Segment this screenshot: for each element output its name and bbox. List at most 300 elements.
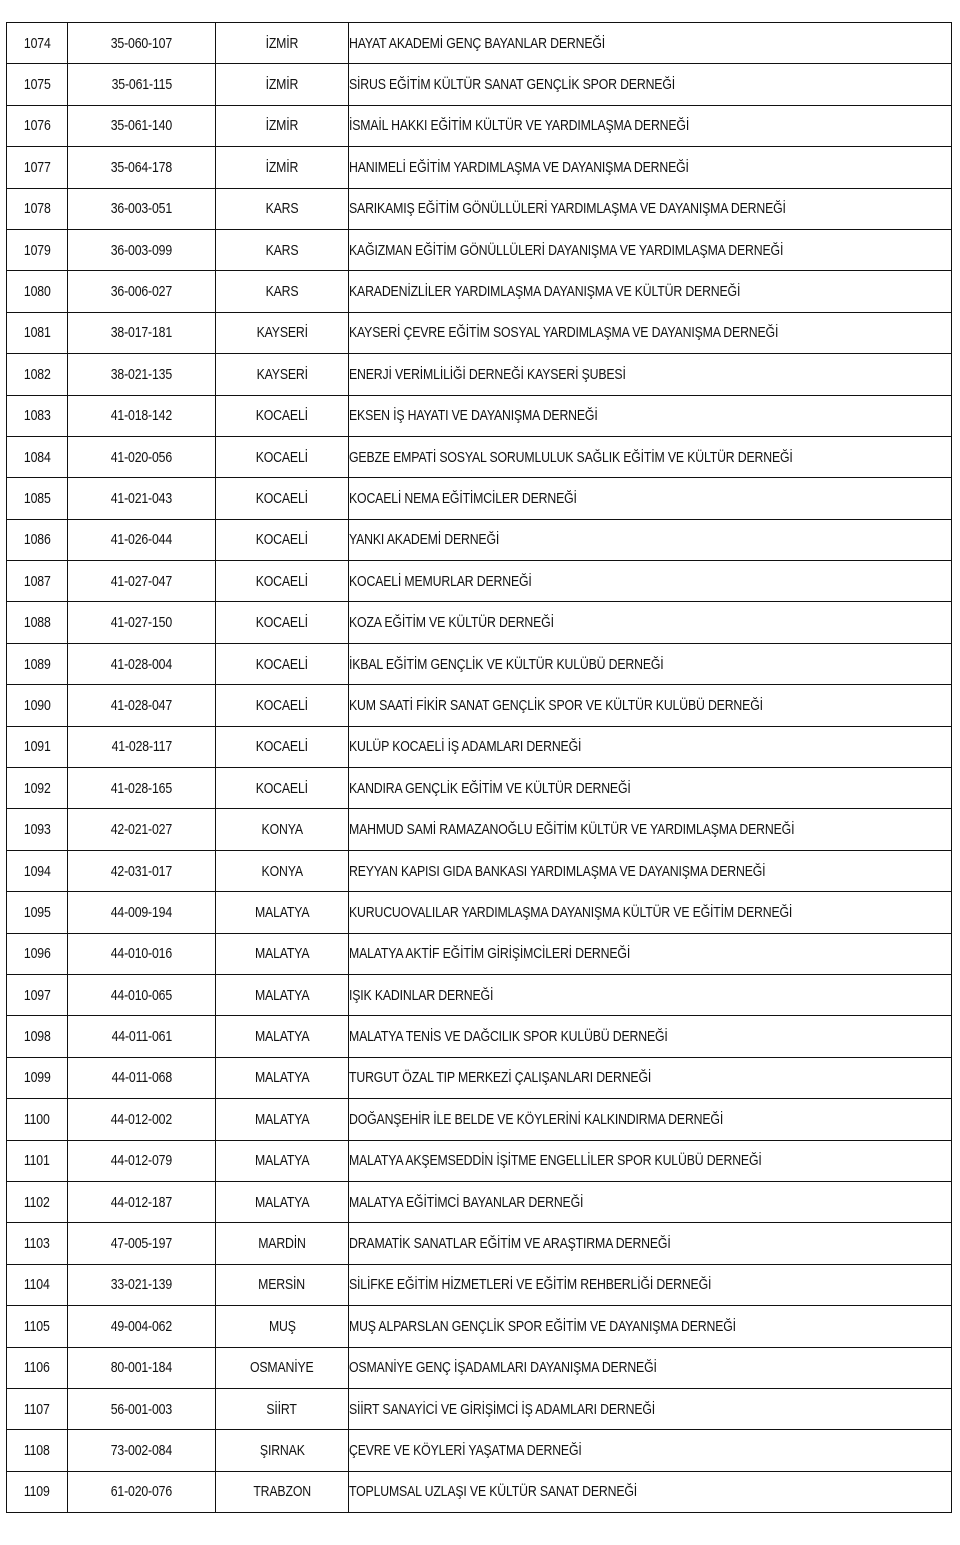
- registry-code-cell: [68, 1140, 216, 1181]
- row-number-text: 1107: [24, 1400, 50, 1418]
- table-row: [7, 685, 952, 726]
- city-text: MERSİN: [258, 1276, 306, 1294]
- association-name-cell: [349, 974, 952, 1015]
- city-text: MUŞ: [268, 1317, 296, 1335]
- registry-code-text: 35-061-140: [110, 117, 173, 135]
- table-row: [7, 561, 952, 602]
- registry-code-cell: [68, 850, 216, 891]
- registry-code-cell: [68, 147, 216, 188]
- registry-code-text: 41-026-044: [110, 531, 173, 549]
- city-text: KOCAELİ: [255, 407, 309, 425]
- city-text: MALATYA: [254, 903, 310, 921]
- association-name-text: SİİRT SANAYİCİ VE GİRİŞİMCİ İŞ ADAMLARI DERNEĞİ: [349, 1400, 656, 1418]
- table-row: [7, 105, 952, 146]
- city-text: KAYSERİ: [256, 324, 308, 342]
- city-text: KONYA: [261, 862, 303, 880]
- table-row: [7, 395, 952, 436]
- registry-code-cell: [68, 1099, 216, 1140]
- row-number-text: 1081: [23, 324, 51, 342]
- registry-code-cell: [68, 436, 216, 477]
- registry-code-text: 42-031-017: [110, 862, 173, 880]
- city-cell: [216, 229, 349, 270]
- row-number-cell: [7, 1264, 68, 1305]
- registry-code-text: 36-003-099: [110, 241, 173, 259]
- registry-code-text: 36-006-027: [110, 283, 173, 301]
- city-cell: [216, 436, 349, 477]
- row-number-cell: [7, 809, 68, 850]
- registry-code-text: 41-021-043: [110, 489, 173, 507]
- city-text: TRABZON: [253, 1483, 311, 1501]
- association-name-cell: [349, 892, 952, 933]
- city-cell: [216, 974, 349, 1015]
- row-number-cell: [7, 1347, 68, 1388]
- row-number-cell: [7, 436, 68, 477]
- association-table: [6, 22, 952, 1513]
- association-name-text: TOPLUMSAL UZLAŞI VE KÜLTÜR SANAT DERNEĞİ: [349, 1483, 638, 1501]
- association-name-cell: [349, 229, 952, 270]
- registry-code-text: 44-012-002: [110, 1110, 173, 1128]
- city-text: KOCAELİ: [255, 448, 309, 466]
- city-cell: [216, 1140, 349, 1181]
- association-name-text: MUŞ ALPARSLAN GENÇLİK SPOR EĞİTİM VE DAYANIŞMA DERNEĞİ: [349, 1317, 736, 1335]
- city-cell: [216, 1181, 349, 1222]
- city-text: MALATYA: [254, 1069, 310, 1087]
- registry-code-text: 41-027-150: [110, 614, 173, 632]
- registry-code-cell: [68, 1181, 216, 1222]
- city-cell: [216, 1306, 349, 1347]
- row-number-text: 1099: [23, 1069, 51, 1087]
- association-name-text: KOCAELİ MEMURLAR DERNEĞİ: [349, 572, 532, 590]
- registry-code-cell: [68, 1388, 216, 1429]
- association-name-text: REYYAN KAPISI GIDA BANKASI YARDIMLAŞMA VE DAYANIŞMA DERNEĞİ: [349, 862, 766, 880]
- city-cell: [216, 1388, 349, 1429]
- association-name-text: KAĞIZMAN EĞİTİM GÖNÜLLÜLERİ DAYANIŞMA VE YARDIMLAŞMA DERNEĞİ: [349, 241, 784, 259]
- city-text: KOCAELİ: [255, 614, 309, 632]
- registry-code-cell: [68, 892, 216, 933]
- city-cell: [216, 519, 349, 560]
- association-name-cell: [349, 602, 952, 643]
- association-name-cell: [349, 478, 952, 519]
- association-name-cell: [349, 1223, 952, 1264]
- registry-code-cell: [68, 933, 216, 974]
- city-cell: [216, 1223, 349, 1264]
- association-name-text: MALATYA AKŞEMSEDDİN İŞİTME ENGELLİLER SPOR KULÜBÜ DERNEĞİ: [349, 1152, 762, 1170]
- association-name-text: IŞIK KADINLAR DERNEĞİ: [349, 986, 494, 1004]
- association-name-text: KAYSERİ ÇEVRE EĞİTİM SOSYAL YARDIMLAŞMA VE DAYANIŞMA DERNEĞİ: [349, 324, 779, 342]
- city-cell: [216, 643, 349, 684]
- registry-code-text: 42-021-027: [110, 821, 173, 839]
- registry-code-text: 44-012-079: [110, 1152, 173, 1170]
- table-row: [7, 1306, 952, 1347]
- association-name-text: KOCAELİ NEMA EĞİTİMCİLER DERNEĞİ: [349, 489, 577, 507]
- registry-code-text: 44-012-187: [110, 1193, 173, 1211]
- row-number-text: 1074: [23, 34, 51, 52]
- city-text: KOCAELİ: [255, 531, 309, 549]
- association-name-text: KARADENİZLİLER YARDIMLAŞMA DAYANIŞMA VE KÜLTÜR DERNEĞİ: [349, 283, 741, 301]
- association-name-cell: [349, 188, 952, 229]
- table-row: [7, 643, 952, 684]
- row-number-text: 1086: [23, 531, 51, 549]
- association-name-cell: [349, 809, 952, 850]
- table-row: [7, 1099, 952, 1140]
- association-name-text: KANDIRA GENÇLİK EĞİTİM VE KÜLTÜR DERNEĞİ: [349, 779, 631, 797]
- registry-code-text: 41-018-142: [110, 407, 173, 425]
- registry-code-text: 47-005-197: [110, 1235, 173, 1253]
- table-row: [7, 188, 952, 229]
- row-number-text: 1080: [23, 283, 51, 301]
- row-number-text: 1088: [23, 614, 51, 632]
- association-name-text: EKSEN İŞ HAYATI VE DAYANIŞMA DERNEĞİ: [349, 407, 598, 425]
- registry-code-cell: [68, 23, 216, 64]
- row-number-cell: [7, 395, 68, 436]
- row-number-text: 1102: [24, 1193, 50, 1211]
- registry-code-text: 61-020-076: [110, 1483, 173, 1501]
- row-number-cell: [7, 64, 68, 105]
- association-name-cell: [349, 271, 952, 312]
- city-text: KOCAELİ: [255, 655, 309, 673]
- registry-code-cell: [68, 105, 216, 146]
- registry-code-text: 56-001-003: [110, 1400, 173, 1418]
- row-number-cell: [7, 312, 68, 353]
- registry-code-text: 41-027-047: [110, 572, 173, 590]
- association-name-text: İKBAL EĞİTİM GENÇLİK VE KÜLTÜR KULÜBÜ DERNEĞİ: [349, 655, 664, 673]
- row-number-cell: [7, 768, 68, 809]
- city-cell: [216, 354, 349, 395]
- row-number-text: 1092: [23, 779, 51, 797]
- city-text: KOCAELİ: [255, 738, 309, 756]
- association-name-cell: [349, 1347, 952, 1388]
- row-number-cell: [7, 147, 68, 188]
- association-name-cell: [349, 519, 952, 560]
- row-number-cell: [7, 1388, 68, 1429]
- row-number-text: 1077: [23, 158, 51, 176]
- row-number-text: 1101: [24, 1152, 50, 1170]
- city-text: MARDİN: [258, 1235, 306, 1253]
- table-row: [7, 478, 952, 519]
- registry-code-text: 41-028-047: [110, 696, 173, 714]
- registry-code-cell: [68, 395, 216, 436]
- row-number-cell: [7, 1223, 68, 1264]
- row-number-cell: [7, 23, 68, 64]
- association-name-text: GEBZE EMPATİ SOSYAL SORUMLULUK SAĞLIK EĞİTİM VE KÜLTÜR DERNEĞİ: [349, 448, 793, 466]
- city-cell: [216, 1099, 349, 1140]
- row-number-text: 1094: [23, 862, 51, 880]
- table-row: [7, 1264, 952, 1305]
- city-cell: [216, 892, 349, 933]
- registry-code-text: 73-002-084: [110, 1441, 173, 1459]
- city-text: İZMİR: [265, 34, 299, 52]
- city-text: OSMANİYE: [250, 1359, 314, 1377]
- registry-code-text: 41-028-165: [110, 779, 173, 797]
- row-number-text: 1093: [23, 821, 51, 839]
- association-name-text: KULÜP KOCAELİ İŞ ADAMLARI DERNEĞİ: [349, 738, 582, 756]
- city-cell: [216, 685, 349, 726]
- city-cell: [216, 1471, 349, 1512]
- table-row: [7, 602, 952, 643]
- registry-code-text: 44-009-194: [110, 903, 173, 921]
- city-text: İZMİR: [265, 76, 299, 94]
- row-number-cell: [7, 933, 68, 974]
- registry-code-text: 44-011-061: [111, 1028, 172, 1046]
- table-row: [7, 64, 952, 105]
- association-name-cell: [349, 933, 952, 974]
- registry-code-cell: [68, 1430, 216, 1471]
- association-name-cell: [349, 147, 952, 188]
- city-cell: [216, 23, 349, 64]
- row-number-cell: [7, 519, 68, 560]
- city-cell: [216, 1347, 349, 1388]
- registry-code-text: 38-021-135: [110, 365, 173, 383]
- association-name-text: ÇEVRE VE KÖYLERİ YAŞATMA DERNEĞİ: [349, 1441, 582, 1459]
- city-cell: [216, 768, 349, 809]
- table-row: [7, 1223, 952, 1264]
- association-name-cell: [349, 1306, 952, 1347]
- registry-code-cell: [68, 643, 216, 684]
- registry-code-cell: [68, 519, 216, 560]
- registry-code-cell: [68, 64, 216, 105]
- association-name-text: MALATYA TENİS VE DAĞCILIK SPOR KULÜBÜ DERNEĞİ: [349, 1028, 668, 1046]
- city-cell: [216, 1264, 349, 1305]
- row-number-cell: [7, 188, 68, 229]
- city-text: MALATYA: [254, 986, 310, 1004]
- association-name-cell: [349, 23, 952, 64]
- row-number-text: 1108: [24, 1441, 50, 1459]
- row-number-text: 1097: [23, 986, 51, 1004]
- association-name-text: HAYAT AKADEMİ GENÇ BAYANLAR DERNEĞİ: [349, 34, 606, 52]
- city-text: KOCAELİ: [255, 779, 309, 797]
- association-name-cell: [349, 1388, 952, 1429]
- table-row: [7, 1016, 952, 1057]
- table-row: [7, 850, 952, 891]
- city-cell: [216, 602, 349, 643]
- registry-code-cell: [68, 1347, 216, 1388]
- city-cell: [216, 147, 349, 188]
- association-name-cell: [349, 395, 952, 436]
- row-number-cell: [7, 892, 68, 933]
- table-row: [7, 726, 952, 767]
- row-number-text: 1075: [23, 76, 51, 94]
- registry-code-cell: [68, 229, 216, 270]
- city-cell: [216, 933, 349, 974]
- association-name-cell: [349, 1471, 952, 1512]
- association-name-text: MAHMUD SAMİ RAMAZANOĞLU EĞİTİM KÜLTÜR VE YARDIMLAŞMA DERNEĞİ: [349, 821, 795, 839]
- table-row: [7, 519, 952, 560]
- table-body: [7, 23, 952, 1513]
- row-number-text: 1085: [23, 489, 51, 507]
- table-row: [7, 1471, 952, 1512]
- row-number-cell: [7, 726, 68, 767]
- city-cell: [216, 850, 349, 891]
- table-row: [7, 23, 952, 64]
- row-number-cell: [7, 229, 68, 270]
- city-text: İZMİR: [265, 117, 299, 135]
- association-name-text: KUM SAATİ FİKİR SANAT GENÇLİK SPOR VE KÜLTÜR KULÜBÜ DERNEĞİ: [349, 696, 763, 714]
- row-number-cell: [7, 105, 68, 146]
- city-cell: [216, 64, 349, 105]
- table-row: [7, 809, 952, 850]
- association-name-text: DOĞANŞEHİR İLE BELDE VE KÖYLERİNİ KALKINDIRMA DERNEĞİ: [349, 1110, 724, 1128]
- table-row: [7, 229, 952, 270]
- association-name-cell: [349, 1057, 952, 1098]
- row-number-text: 1084: [23, 448, 51, 466]
- association-name-cell: [349, 561, 952, 602]
- association-name-cell: [349, 685, 952, 726]
- table-row: [7, 1388, 952, 1429]
- city-text: MALATYA: [254, 1028, 310, 1046]
- row-number-cell: [7, 1016, 68, 1057]
- table-row: [7, 892, 952, 933]
- registry-code-cell: [68, 726, 216, 767]
- association-name-text: KOZA EĞİTİM VE KÜLTÜR DERNEĞİ: [349, 614, 554, 632]
- registry-code-text: 44-011-068: [111, 1069, 172, 1087]
- city-cell: [216, 726, 349, 767]
- association-name-cell: [349, 354, 952, 395]
- row-number-cell: [7, 685, 68, 726]
- row-number-text: 1106: [24, 1359, 50, 1377]
- city-text: KOCAELİ: [255, 696, 309, 714]
- city-cell: [216, 395, 349, 436]
- association-name-cell: [349, 768, 952, 809]
- association-name-text: DRAMATİK SANATLAR EĞİTİM VE ARAŞTIRMA DERNEĞİ: [349, 1235, 671, 1253]
- association-name-cell: [349, 1140, 952, 1181]
- city-cell: [216, 478, 349, 519]
- table-row: [7, 1430, 952, 1471]
- city-text: MALATYA: [254, 945, 310, 963]
- city-cell: [216, 271, 349, 312]
- city-cell: [216, 105, 349, 146]
- city-cell: [216, 561, 349, 602]
- registry-code-cell: [68, 1057, 216, 1098]
- registry-code-text: 35-061-115: [111, 76, 172, 94]
- row-number-cell: [7, 478, 68, 519]
- row-number-cell: [7, 1140, 68, 1181]
- row-number-text: 1078: [23, 200, 51, 218]
- row-number-text: 1105: [24, 1317, 50, 1335]
- table-row: [7, 1181, 952, 1222]
- association-name-text: YANKI AKADEMİ DERNEĞİ: [349, 531, 500, 549]
- row-number-text: 1087: [23, 572, 51, 590]
- row-number-cell: [7, 1471, 68, 1512]
- association-name-text: MALATYA EĞİTİMCİ BAYANLAR DERNEĞİ: [349, 1193, 584, 1211]
- registry-code-cell: [68, 561, 216, 602]
- table-row: [7, 1140, 952, 1181]
- city-cell: [216, 809, 349, 850]
- table-row: [7, 312, 952, 353]
- row-number-text: 1083: [23, 407, 51, 425]
- row-number-cell: [7, 271, 68, 312]
- registry-code-text: 33-021-139: [110, 1276, 173, 1294]
- city-cell: [216, 1057, 349, 1098]
- city-text: KOCAELİ: [255, 572, 309, 590]
- table-row: [7, 933, 952, 974]
- association-name-text: MALATYA AKTİF EĞİTİM GİRİŞİMCİLERİ DERNEĞİ: [349, 945, 631, 963]
- association-name-cell: [349, 436, 952, 477]
- association-name-cell: [349, 1181, 952, 1222]
- row-number-text: 1091: [23, 738, 51, 756]
- table-row: [7, 1347, 952, 1388]
- row-number-cell: [7, 1057, 68, 1098]
- row-number-cell: [7, 354, 68, 395]
- city-text: SİİRT: [266, 1400, 298, 1418]
- registry-code-cell: [68, 1264, 216, 1305]
- association-name-cell: [349, 1099, 952, 1140]
- registry-code-cell: [68, 188, 216, 229]
- registry-code-text: 41-028-117: [111, 738, 172, 756]
- association-name-cell: [349, 1016, 952, 1057]
- city-text: KOCAELİ: [255, 489, 309, 507]
- table-row: [7, 768, 952, 809]
- city-cell: [216, 188, 349, 229]
- row-number-text: 1076: [23, 117, 51, 135]
- city-cell: [216, 1016, 349, 1057]
- registry-code-cell: [68, 974, 216, 1015]
- city-text: KONYA: [261, 821, 303, 839]
- table-row: [7, 271, 952, 312]
- row-number-cell: [7, 1099, 68, 1140]
- row-number-cell: [7, 643, 68, 684]
- association-name-cell: [349, 64, 952, 105]
- registry-code-cell: [68, 271, 216, 312]
- row-number-cell: [7, 561, 68, 602]
- row-number-cell: [7, 850, 68, 891]
- association-name-cell: [349, 312, 952, 353]
- association-name-cell: [349, 850, 952, 891]
- row-number-text: 1109: [24, 1483, 50, 1501]
- table-row: [7, 974, 952, 1015]
- registry-code-text: 44-010-065: [110, 986, 173, 1004]
- table-row: [7, 436, 952, 477]
- registry-code-cell: [68, 602, 216, 643]
- registry-code-text: 49-004-062: [110, 1317, 173, 1335]
- city-text: MALATYA: [254, 1193, 310, 1211]
- row-number-cell: [7, 1181, 68, 1222]
- row-number-text: 1095: [23, 903, 51, 921]
- registry-code-cell: [68, 1306, 216, 1347]
- association-name-cell: [349, 105, 952, 146]
- registry-code-text: 36-003-051: [110, 200, 173, 218]
- row-number-text: 1079: [23, 241, 51, 259]
- registry-code-cell: [68, 478, 216, 519]
- row-number-text: 1082: [23, 365, 51, 383]
- registry-code-cell: [68, 768, 216, 809]
- registry-code-text: 44-010-016: [110, 945, 173, 963]
- registry-code-cell: [68, 1016, 216, 1057]
- city-text: İZMİR: [265, 158, 299, 176]
- row-number-cell: [7, 602, 68, 643]
- association-name-text: SİRUS EĞİTİM KÜLTÜR SANAT GENÇLİK SPOR DERNEĞİ: [349, 76, 675, 94]
- association-name-text: TURGUT ÖZAL TIP MERKEZİ ÇALIŞANLARI DERNEĞİ: [349, 1069, 652, 1087]
- table-row: [7, 147, 952, 188]
- row-number-text: 1104: [24, 1276, 50, 1294]
- city-text: KARS: [265, 200, 299, 218]
- city-text: KAYSERİ: [256, 365, 308, 383]
- city-text: KARS: [265, 283, 299, 301]
- registry-code-cell: [68, 312, 216, 353]
- registry-code-text: 35-060-107: [110, 34, 173, 52]
- city-text: KARS: [265, 241, 299, 259]
- row-number-cell: [7, 1306, 68, 1347]
- table-row: [7, 1057, 952, 1098]
- table-row: [7, 354, 952, 395]
- row-number-text: 1096: [23, 945, 51, 963]
- association-name-text: SARIKAMIŞ EĞİTİM GÖNÜLLÜLERİ YARDIMLAŞMA VE DAYANIŞMA DERNEĞİ: [349, 200, 786, 218]
- association-name-cell: [349, 726, 952, 767]
- association-name-cell: [349, 1430, 952, 1471]
- row-number-text: 1100: [24, 1110, 50, 1128]
- row-number-text: 1103: [24, 1235, 50, 1253]
- city-cell: [216, 1430, 349, 1471]
- registry-code-text: 41-028-004: [110, 655, 173, 673]
